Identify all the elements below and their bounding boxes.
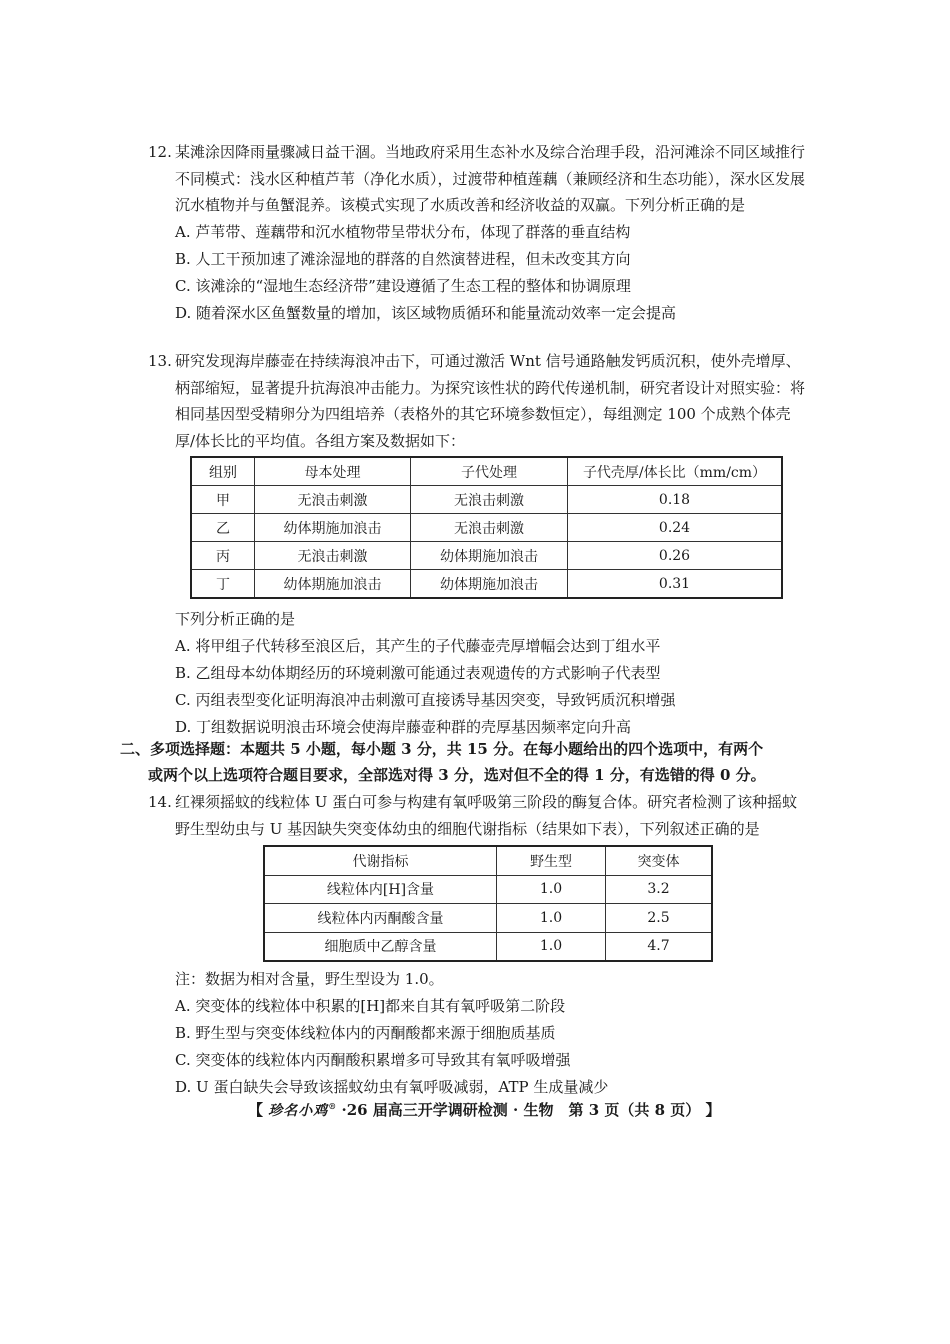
table-row: [264, 932, 712, 961]
table-header-row: [191, 457, 782, 486]
option-a: A. 突变体的线粒体中积累的[H]都来自其有氧呼吸第二阶段: [175, 997, 566, 1015]
table-cell: 1.0: [497, 904, 606, 933]
table-row: [191, 542, 782, 570]
footer-bracket-close: 】: [705, 1101, 721, 1119]
option-d: D. 随着深水区鱼蟹数量的增加，该区域物质循环和能量流动效率一定会提高: [175, 303, 677, 322]
table-cell: 0.31: [568, 570, 783, 599]
table-header: 子代壳厚/体长比（mm/cm）: [568, 457, 783, 486]
table-cell: 0.26: [568, 542, 783, 570]
table-cell: 细胞质中乙醇含量: [264, 932, 497, 961]
table-cell: 2.5: [606, 904, 713, 933]
option-a: A. 芦苇带、莲藕带和沉水植物带呈带状分布，体现了群落的垂直结构: [175, 222, 631, 241]
table-header: 代谢指标: [264, 846, 497, 875]
question-number: 13.: [148, 352, 172, 370]
table-cell: 3.2: [606, 875, 713, 904]
table-cell: 4.7: [606, 932, 713, 961]
question-13-table: [190, 456, 783, 599]
table-row: [264, 904, 712, 933]
table-cell: 线粒体内丙酮酸含量: [264, 904, 497, 933]
option-d: D. 丁组数据说明浪击环境会使海岸藤壶种群的壳厚基因频率定向升高: [175, 718, 632, 736]
question-14-options: [148, 966, 808, 1101]
table-cell: 甲: [191, 486, 255, 514]
table-cell: 丙: [191, 542, 255, 570]
table-cell: 丁: [191, 570, 255, 599]
stem-text: 某滩涂因降雨量骤减日益干涸。当地政府采用生态补水及综合治理手段，沿河滩涂不同区域推行不同模式：浅水区种植芦苇（净化水质），过渡带种植莲藕（兼顾经济和生态功能），深水区发展沉水植物并与鱼蟹混养。该模式实现了水质改善和经济收益的双赢。下列分析正确的是: [175, 143, 806, 214]
question-14-table: [263, 845, 713, 962]
section-heading: [120, 736, 820, 788]
table-header: 子代处理: [411, 457, 568, 486]
table-header: 母本处理: [255, 457, 411, 486]
table-cell: 1.0: [497, 875, 606, 904]
table-note: 注：数据为相对含量，野生型设为 1.0。: [175, 970, 444, 988]
table-header-row: [264, 846, 712, 875]
table-row: [191, 486, 782, 514]
table-cell: 无浪击刺激: [411, 514, 568, 542]
question-13-stem: [148, 348, 808, 454]
table-row: [264, 875, 712, 904]
table-cell: 无浪击刺激: [411, 486, 568, 514]
table-header: 突变体: [606, 846, 713, 875]
option-d: D. U 蛋白缺失会导致该摇蚊幼虫有氧呼吸减弱，ATP 生成量减少: [175, 1078, 609, 1096]
table-cell: 幼体期施加浪击: [255, 570, 411, 599]
table-row: [191, 514, 782, 542]
page-footer: [248, 1099, 721, 1120]
question-14-stem: [148, 789, 808, 842]
question-12-stem: [148, 139, 808, 219]
table-row: [191, 570, 782, 599]
table-cell: 1.0: [497, 932, 606, 961]
option-b: B. 乙组母本幼体期经历的环境刺激可能通过表观遗传的方式影响子代表型: [175, 664, 661, 682]
option-c: C. 突变体的线粒体内丙酮酸积累增多可导致其有氧呼吸增强: [175, 1051, 571, 1069]
section-heading-line-1: 二、多项选择题：本题共 5 小题，每小题 3 分，共 15 分。在每小题给出的四个选项中，有两个: [120, 740, 764, 758]
footer-bracket-open: 【: [248, 1101, 264, 1119]
footer-text: ·26 届高三开学调研检测 · 生物 第 3 页（共 8 页）: [341, 1101, 701, 1119]
question-13: [148, 348, 808, 454]
table-cell: 乙: [191, 514, 255, 542]
table-cell: 0.24: [568, 514, 783, 542]
option-c: C. 该滩涂的“湿地生态经济带”建设遵循了生态工程的整体和协调原理: [175, 276, 631, 295]
table-cell: 无浪击刺激: [255, 486, 411, 514]
option-b: B. 野生型与突变体线粒体内的丙酮酸都来源于细胞质基质: [175, 1024, 556, 1042]
question-14: [148, 789, 808, 842]
table-header: 组别: [191, 457, 255, 486]
table-header: 野生型: [497, 846, 606, 875]
question-13-prompt: 下列分析正确的是: [175, 610, 296, 628]
table-cell: 幼体期施加浪击: [411, 542, 568, 570]
option-c: C. 丙组表型变化证明海浪冲击刺激可直接诱导基因突变，导致钙质沉积增强: [175, 691, 676, 709]
registered-mark: ®: [328, 1101, 337, 1111]
table-cell: 线粒体内[H]含量: [264, 875, 497, 904]
question-13-options: [148, 606, 808, 741]
table-cell: 0.18: [568, 486, 783, 514]
table-cell: 无浪击刺激: [255, 542, 411, 570]
table-cell: 幼体期施加浪击: [411, 570, 568, 599]
option-b: B. 人工干预加速了滩涂湿地的群落的自然演替进程，但未改变其方向: [175, 249, 631, 268]
question-number: 12.: [148, 143, 172, 161]
stem-text: 研究发现海岸藤壶在持续海浪冲击下，可通过激活 Wnt 信号通路触发钙质沉积，使外壳增厚、柄部缩短，显著提升抗海浪冲击能力。为探究该性状的跨代传递机制，研究者设计对照实验：将相同基因型受精卵分为四组培养（表格外的其它环境参数恒定），每组测定 100 个成熟个体壳厚/体长比的平均值。各组方案及数据如下：: [175, 352, 806, 450]
question-number: 14.: [148, 793, 172, 811]
table-cell: 幼体期施加浪击: [255, 514, 411, 542]
question-12: [148, 139, 808, 327]
brand-logo: 珍名小鸡: [268, 1103, 329, 1119]
stem-text: 红裸须摇蚊的线粒体 U 蛋白可参与构建有氧呼吸第三阶段的酶复合体。研究者检测了该种摇蚊野生型幼虫与 U 基因缺失突变体幼虫的细胞代谢指标（结果如下表），下列叙述正确的是: [175, 793, 798, 838]
option-a: A. 将甲组子代转移至浪区后，其产生的子代藤壶壳厚增幅会达到丁组水平: [175, 637, 661, 655]
section-heading-line-2: 或两个以上选项符合题目要求，全部选对得 3 分，选对但不全的得 1 分，有选错的得 0 分。: [148, 766, 766, 784]
